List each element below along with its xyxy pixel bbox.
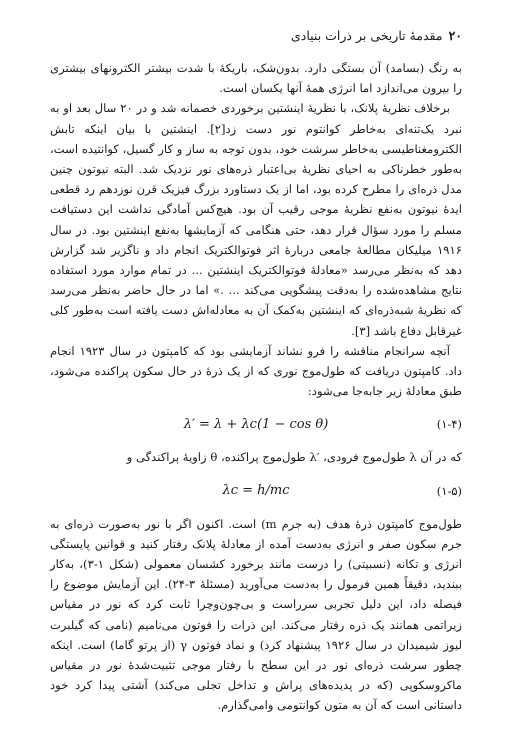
equation-label: (۱-۴): [436, 417, 462, 432]
page-number: ۲۰: [448, 28, 462, 43]
running-title: مقدمهٔ تاریخی بر ذرات بنیادی: [291, 28, 443, 43]
page-header: [50, 28, 462, 44]
paragraph-2: برخلاف نظریهٔ پلانک، با نظریهٔ اینشتین برخوردی خصمانه شد و در ۲۰ سال بعد او به نبرد یک‌تنه‌ای به‌خاطر کوانتوم نور دست زد[۲]. اینشتین با بیان اینکه تابش الکترومغناطیسی به‌خاطر سرشت خود، بدون توجه به ساز و کار گسیل، کوانتیده است، به‌طور خطرناکی به احیای نظریهٔ بی‌اعتبار ذره‌های نور نزدیک شد. البته نیوتون چنین مدل ذره‌ای را مطرح کرده بود، اما از یک دستاورد بزرگ فیزیک قرن نوزدهم رد قطعی ایدهٔ نیوتون به‌نفع نظریهٔ موجی رقیب آن بود. هیچ‌کس آمادگی نداشت این دستیافت مسلم را مورد سؤال قرار دهد، حتی هنگامی که آزمایشها به‌نفع اینشتین بود. در سال ۱۹۱۶ میلیکان مطالعهٔ جامعی دربارهٔ اثر فوتوالکتریک انجام داد و ناگزیر شد گزارش دهد که به‌نظر می‌رسد «معادلهٔ فوتوالکتریک اینشتین ... در تمام موارد مورد استفاده نتایج مشاهده‌شده را به‌دقت پیشگویی می‌کند ... .» اما در حال حاضر به‌نظر می‌رسد که نظریهٔ شبه‌ذره‌ای که اینشتین به‌کمک آن به معادله‌اش دست یافته است به‌طور کلی غیرقابل دفاع باشد [۳].: [50, 101, 462, 338]
equation-formula: λ′ = λ + λc(1 − cos θ): [183, 416, 329, 432]
paragraph-5: طول‌موج کامپتون ذرهٔ هدف (به جرم m) است. اکنون اگر با نور به‌صورت ذره‌ای به جرم سکون صفر و انرژی به‌دست آمده از معادلهٔ پلانک رفتار کنید و قوانین پایستگی انرژی و تکانه (نسبیتی) را درست مانند برخورد کشسان معمولی (شکل ۱-۳)، به‌کار ببندید، دقیقاً همین فرمول را به‌دست می‌آورید (مسئلهٔ ۳-۲۴). این آزمایش موضوع را فیصله داد، این دلیل تجربی سرراست و بی‌چون‌وچرا ثابت کرد که نور در مقیاس زیراتمی همانند یک ذره رفتار می‌کند. این ذرات را فوتون می‌نامیم (نامی که گیلبرت لیوز شیمیدان در سال ۱۹۲۶ پیشنهاد کرد) و نماد فوتون γ (از پرتو گاما) است. اینکه چطور سرشت ذره‌ای نور در این سطح با رفتار موجی تثبیت‌شدهٔ نور در مقیاس ماکروسکوپی (که در پدیده‌های پراش و تداخل تجلی می‌کند) آشتی پیدا کرد خود داستانی است که آن به متون کوانتومی وامی‌گذارم.: [50, 516, 463, 713]
equation-compton-wavelength: [50, 474, 462, 508]
paragraph-4: که در آن λ طول‌موج فرودی، ′λ طول‌موج پراکنده، θ زاویهٔ پراکندگی و: [126, 450, 462, 465]
equation-label: (۱-۵): [436, 483, 462, 498]
paragraph-1: به رنگ (بسامد) آن بستگی دارد. بدون‌شک، باریکهٔ با شدت بیشتر الکترونهای بیشتری را بیرون می‌اندازد اما انرژی همهٔ آنها یکسان است.: [50, 61, 462, 96]
equation-compton-shift: [50, 407, 462, 441]
equation-formula: λc = h/mc: [222, 483, 290, 499]
paragraph-3: آنچه سرانجام مناقشه را فرو نشاند آزمایشی بود که کامپتون در سال ۱۹۲۳ انجام داد. کامپتون دریافت که طول‌موج نوری که از یک ذرهٔ در حال سکون پراکنده می‌شود، طبق معادلهٔ زیر جابه‌جا می‌شود:: [50, 343, 462, 399]
